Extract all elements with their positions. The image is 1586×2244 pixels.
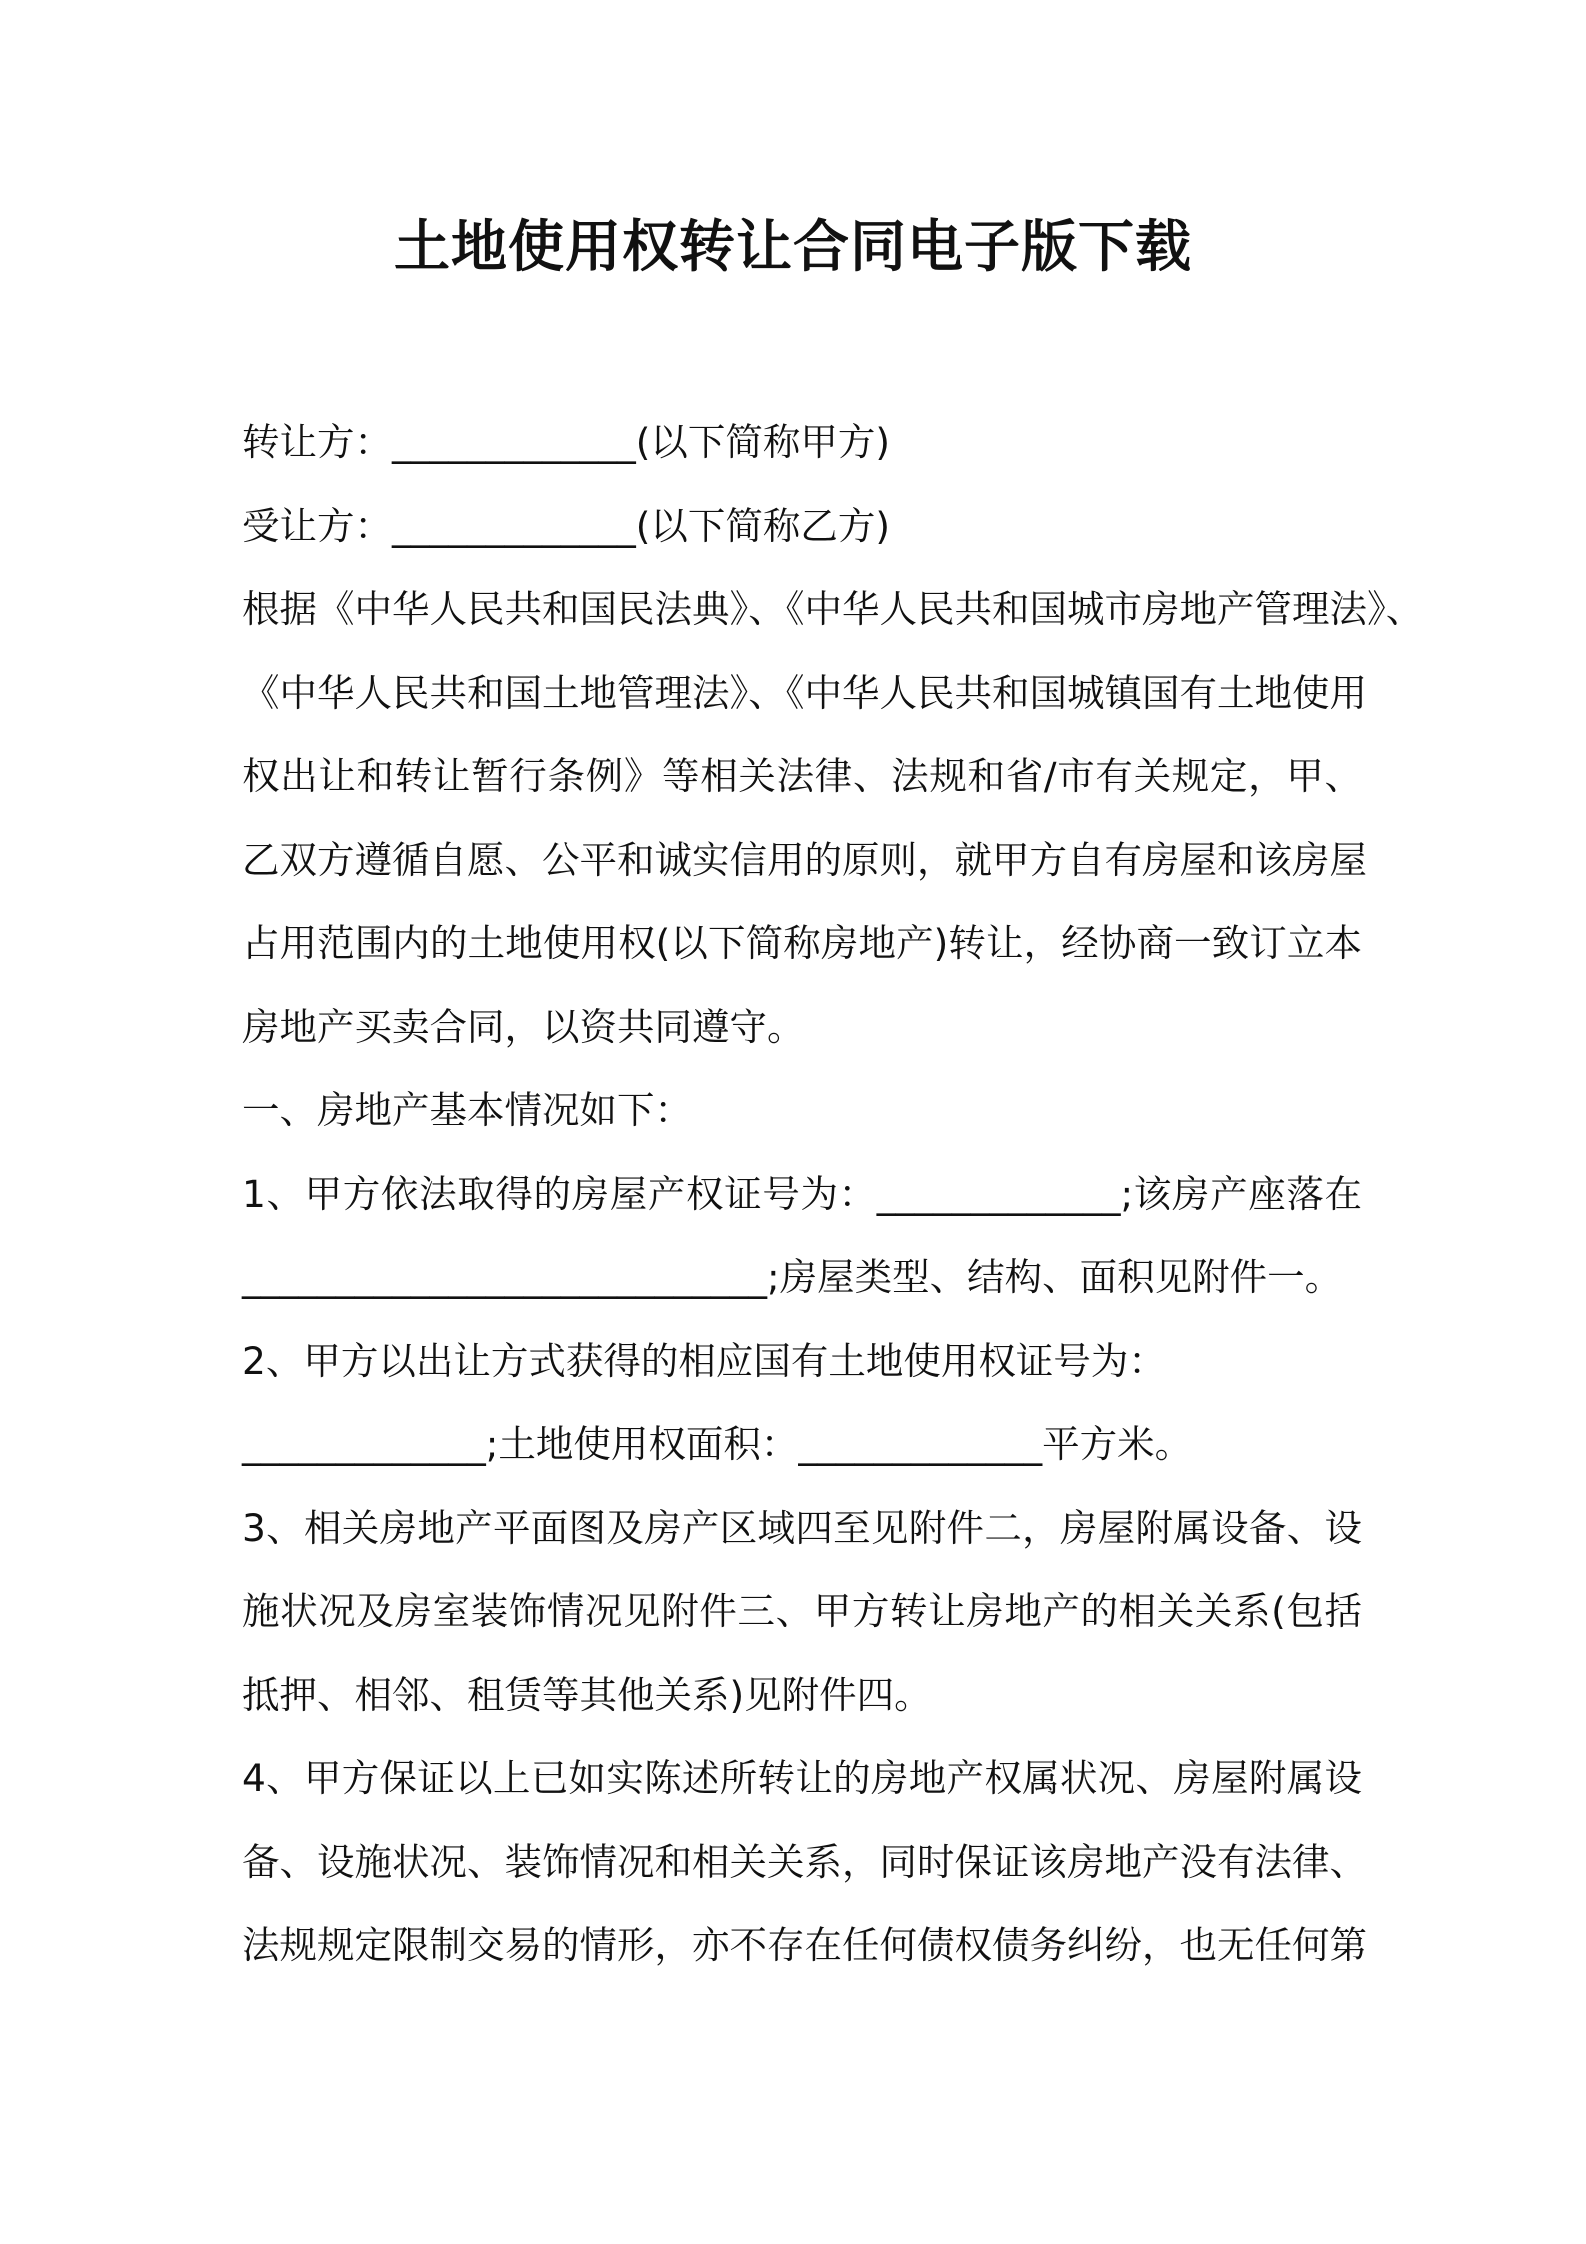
body-line: 3、相关房地产平面图及房产区域四至见附件二，房屋附属设备、设 bbox=[242, 1505, 1362, 1550]
body-line: 4、甲方保证以上已如实陈述所转让的房地产权属状况、房屋附属设 bbox=[242, 1756, 1362, 1800]
body-line: 受让方：_____________(以下简称乙方) bbox=[242, 503, 891, 548]
body-line: 抵押、相邻、租赁等其他关系)见附件四。 bbox=[242, 1672, 932, 1717]
body-line: 权出让和转让暂行条例》等相关法律、法规和省/市有关规定，甲、 bbox=[242, 754, 1362, 798]
body-line: 1、甲方依法取得的房屋产权证号为：_____________;该房产座落在 bbox=[242, 1171, 1362, 1216]
body-line: 房地产买卖合同，以资共同遵守。 bbox=[242, 1004, 805, 1049]
document-title: 土地使用权转让合同电子版下载 bbox=[394, 215, 1192, 280]
body-line: _____________;土地使用权面积：_____________平方米。 bbox=[242, 1422, 1193, 1466]
body-line: 占用范围内的土地使用权(以下简称房地产)转让，经协商一致订立本 bbox=[242, 921, 1362, 965]
body-line: 施状况及房室装饰情况见附件三、甲方转让房地产的相关关系(包括 bbox=[242, 1589, 1362, 1633]
body-line: 2、甲方以出让方式获得的相应国有土地使用权证号为： bbox=[242, 1338, 1166, 1383]
body-line: 一、房地产基本情况如下： bbox=[242, 1088, 692, 1132]
body-line: 法规规定限制交易的情形，亦不存在任何债权债务纠纷，也无任何第 bbox=[242, 1923, 1367, 1967]
body-line: 根据《中华人民共和国民法典》、《中华人民共和国城市房地产管理法》、 bbox=[242, 587, 1424, 631]
body-line: 转让方：_____________(以下简称甲方) bbox=[242, 420, 891, 464]
body-line: 备、设施状况、装饰情况和相关关系，同时保证该房地产没有法律、 bbox=[242, 1839, 1367, 1884]
document-body bbox=[242, 401, 1424, 1988]
body-line: 乙双方遵循自愿、公平和诚实信用的原则，就甲方自有房屋和该房屋 bbox=[242, 837, 1367, 882]
body-line: 《中华人民共和国土地管理法》、《中华人民共和国城镇国有土地使用 bbox=[242, 670, 1367, 715]
body-line: ____________________________;房屋类型、结构、面积见附件一。 bbox=[242, 1255, 1343, 1299]
